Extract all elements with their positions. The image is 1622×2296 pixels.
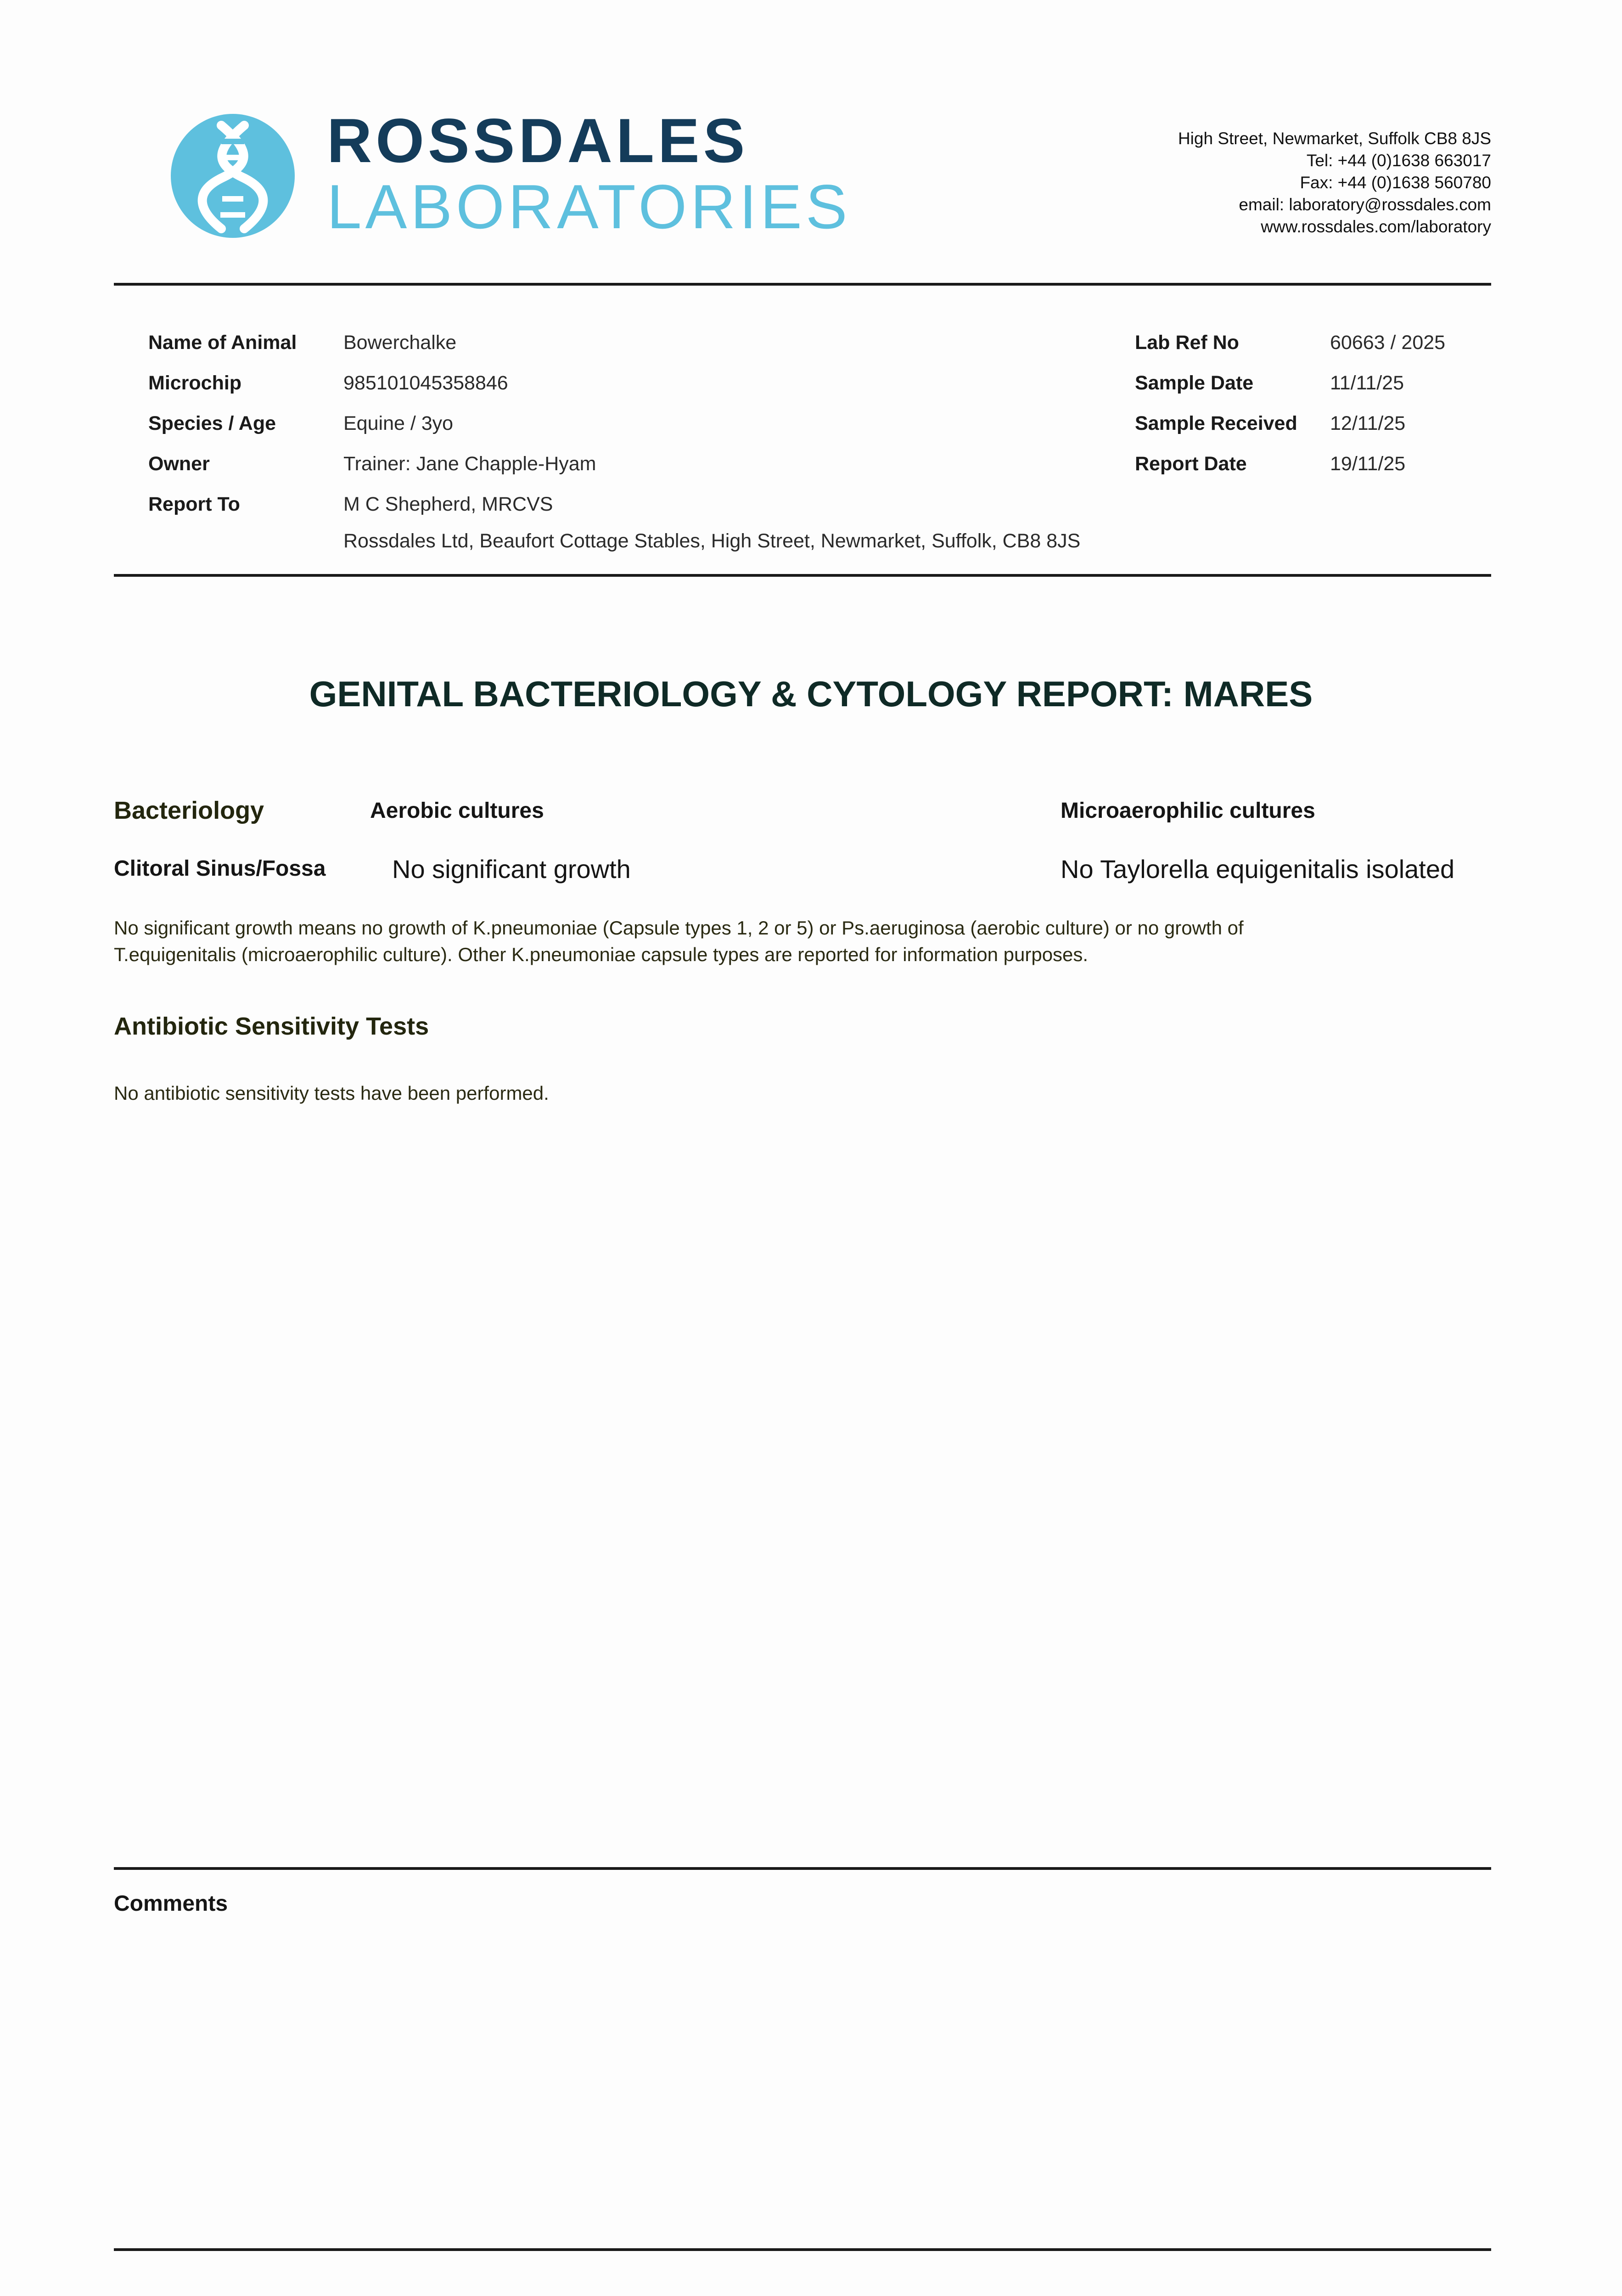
comments-divider	[114, 1867, 1491, 1870]
sample-site: Clitoral Sinus/Fossa	[114, 856, 326, 881]
microaerophilic-heading: Microaerophilic cultures	[1061, 799, 1315, 823]
species-value: Equine / 3yo	[343, 412, 454, 434]
bacteriology-note	[114, 915, 1491, 968]
contact-block	[1178, 128, 1491, 238]
contact-web: www.rossdales.com/laboratory	[1261, 217, 1491, 236]
info-divider	[114, 574, 1491, 577]
name-label: Name of Animal	[148, 332, 297, 354]
lab-ref-value: 60663 / 2025	[1330, 332, 1446, 354]
bacteriology-note-line2: T.equigenitalis (microaerophilic culture). Other K.pneumoniae capsule types are reported for information purposes.	[114, 944, 1089, 965]
aerobic-result: No significant growth	[392, 855, 631, 884]
antibiotic-text: No antibiotic sensitivity tests have been performed.	[114, 1082, 549, 1104]
comments-heading: Comments	[114, 1891, 228, 1916]
header-divider	[114, 283, 1491, 286]
dna-helix-icon	[171, 114, 295, 238]
aerobic-heading: Aerobic cultures	[370, 799, 544, 823]
contact-email: email: laboratory@rossdales.com	[1239, 195, 1491, 214]
report-to-label: Report To	[148, 493, 240, 515]
sample-received-label: Sample Received	[1135, 412, 1297, 434]
report-title: GENITAL BACTERIOLOGY & CYTOLOGY REPORT: MARES	[309, 674, 1313, 714]
report-to-value: M C Shepherd, MRCVS	[343, 493, 553, 515]
report-to-address: Rossdales Ltd, Beaufort Cottage Stables, High Street, Newmarket, Suffolk, CB8 8JS	[343, 530, 1081, 552]
lab-ref-label: Lab Ref No	[1135, 332, 1239, 354]
brand-name-line2: LABORATORIES	[327, 172, 851, 242]
contact-address: High Street, Newmarket, Suffolk CB8 8JS	[1178, 129, 1491, 148]
contact-fax: Fax: +44 (0)1638 560780	[1300, 173, 1491, 192]
antibiotic-heading: Antibiotic Sensitivity Tests	[114, 1013, 429, 1040]
sample-date-label: Sample Date	[1135, 372, 1254, 394]
species-label: Species / Age	[148, 412, 276, 434]
bacteriology-note-line1: No significant growth means no growth of K.pneumoniae (Capsule types 1, 2 or 5) or Ps.aeruginosa (aerobic culture) or no growth of	[114, 917, 1244, 939]
contact-tel: Tel: +44 (0)1638 663017	[1306, 151, 1491, 170]
brand-name-line1: ROSSDALES	[327, 106, 749, 175]
microchip-label: Microchip	[148, 372, 242, 394]
owner-value: Trainer: Jane Chapple-Hyam	[343, 453, 596, 475]
owner-label: Owner	[148, 453, 210, 475]
name-value: Bowerchalke	[343, 332, 457, 354]
sample-received-value: 12/11/25	[1330, 412, 1406, 434]
bacteriology-heading: Bacteriology	[114, 797, 264, 824]
microchip-value: 985101045358846	[343, 372, 508, 394]
sample-date-value: 11/11/25	[1330, 372, 1404, 394]
footer-divider	[114, 2248, 1491, 2251]
report-date-value: 19/11/25	[1330, 453, 1406, 475]
microaerophilic-result: No Taylorella equigenitalis isolated	[1061, 855, 1455, 884]
report-date-label: Report Date	[1135, 453, 1247, 475]
